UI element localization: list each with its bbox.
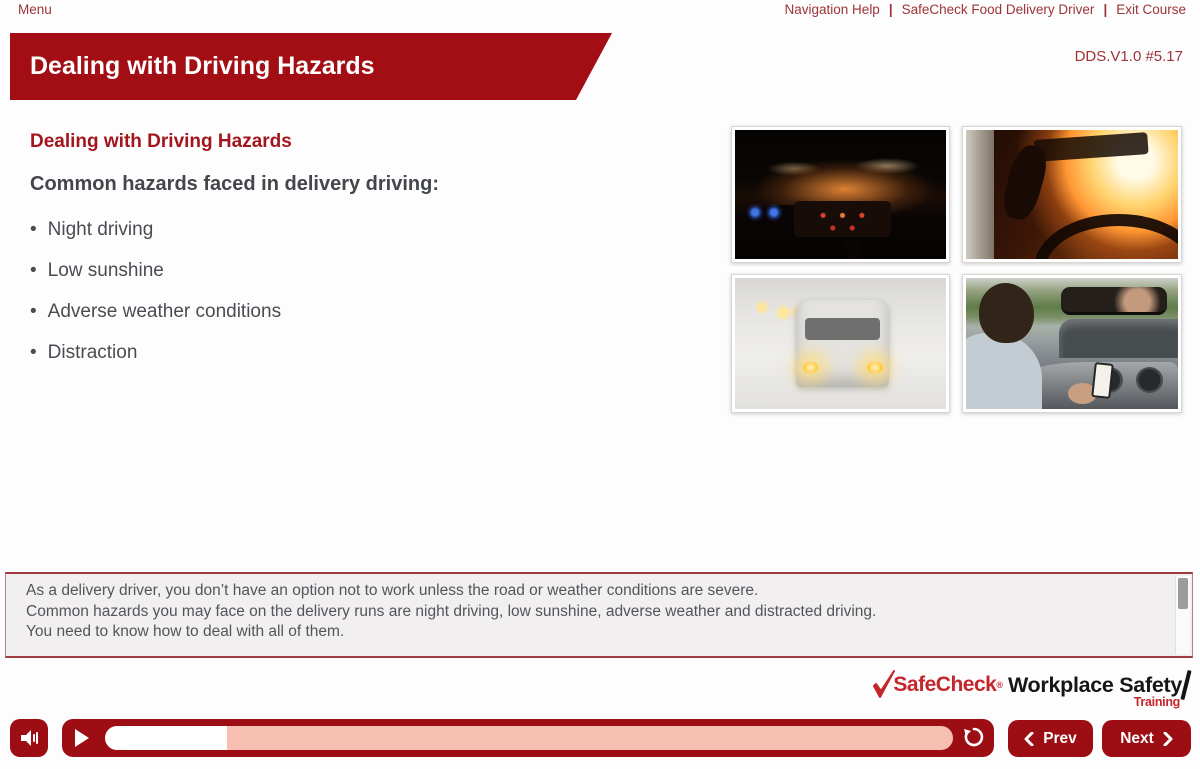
separator: |	[1103, 2, 1108, 17]
replay-button[interactable]	[961, 725, 987, 751]
bullet-dot: •	[30, 219, 37, 240]
bullet-dot: •	[30, 342, 37, 363]
photo-grid	[731, 126, 1182, 413]
transcript-line: As a delivery driver, you don’t have an option not to work unless the road or weather conditions are severe.	[26, 582, 759, 599]
menu-link[interactable]: Menu	[18, 2, 52, 17]
scrollbar-thumb[interactable]	[1178, 578, 1188, 609]
replay-icon	[962, 725, 986, 749]
distracted-driving-photo	[962, 274, 1182, 413]
photo-layer	[735, 278, 946, 409]
bullet-dot: •	[30, 260, 37, 281]
logo-suffix-label: Workplace Safety	[1007, 672, 1182, 697]
play-button[interactable]	[75, 727, 97, 749]
volume-button[interactable]	[10, 719, 48, 757]
night-driving-photo	[731, 126, 950, 263]
prev-button-label: Prev	[1043, 729, 1077, 747]
bullet-dot: •	[30, 301, 37, 322]
photo-layer	[1091, 362, 1114, 399]
logo-training-text: Training	[1133, 694, 1180, 709]
slide-title: Dealing with Driving Hazards	[30, 52, 375, 80]
photo-layer	[805, 318, 879, 340]
transcript-line: Common hazards you may face on the delivery runs are night driving, low sunshine, adverse weather and distracted driving.	[26, 602, 877, 620]
photo-layer	[803, 362, 819, 373]
next-button[interactable]	[1102, 720, 1191, 757]
low-sunshine-photo	[962, 126, 1182, 263]
snow-driving-photo	[731, 274, 950, 413]
transcript-scrollbar[interactable]	[1175, 576, 1190, 654]
photo-layer	[966, 130, 994, 259]
slide-content	[30, 131, 680, 381]
chevron-left-icon	[1024, 732, 1034, 746]
photo-layer	[966, 130, 1178, 259]
transcript-text	[6, 574, 1192, 643]
photo-layer	[966, 278, 1178, 409]
transcript-line: You need to know how to deal with all of them.	[26, 623, 345, 640]
bullet-text: Low sunshine	[47, 260, 164, 281]
separator: |	[888, 2, 893, 17]
photo-layer	[1061, 287, 1167, 315]
photo-layer	[867, 362, 883, 373]
chevron-right-icon	[1163, 732, 1173, 746]
bullet-item	[30, 299, 680, 324]
bullet-item	[30, 258, 680, 283]
photo-layer	[1059, 319, 1178, 358]
photo-layer	[979, 283, 1034, 343]
content-heading: Dealing with Driving Hazards	[30, 131, 292, 152]
bullet-item	[30, 340, 680, 365]
registered-mark: ®	[996, 680, 1003, 690]
bullet-text: Distraction	[47, 342, 138, 363]
photo-layer	[735, 130, 946, 259]
bullet-text: Night driving	[47, 219, 154, 240]
seek-fill	[105, 726, 227, 750]
course-name-label: SafeCheck Food Delivery Driver	[901, 2, 1095, 17]
photo-layer	[796, 300, 889, 386]
volume-icon	[18, 727, 40, 749]
photo-layer	[741, 202, 787, 223]
play-icon	[75, 729, 89, 747]
prev-button[interactable]	[1008, 720, 1093, 757]
version-label: DDS.V1.0 #5.17	[1074, 48, 1183, 65]
slide-title-banner	[10, 33, 576, 100]
navigation-help-link[interactable]: Navigation Help	[784, 2, 880, 17]
transcript-panel	[5, 572, 1193, 658]
seekbar-container	[62, 719, 994, 757]
photo-layer	[794, 201, 891, 237]
bullet-text: Adverse weather conditions	[47, 301, 282, 322]
logo-slash-mark	[1180, 670, 1191, 700]
bullet-item	[30, 217, 680, 242]
next-button-label: Next	[1120, 729, 1154, 747]
content-subheading: Common hazards faced in delivery driving:	[30, 173, 439, 195]
logo-brand-text: SafeCheck	[893, 673, 997, 696]
seek-track[interactable]	[105, 726, 953, 750]
safecheck-logo	[872, 665, 1188, 709]
exit-course-link[interactable]: Exit Course	[1116, 2, 1186, 17]
logo-suffix-text	[1007, 672, 1182, 709]
topbar-links	[785, 2, 1186, 17]
